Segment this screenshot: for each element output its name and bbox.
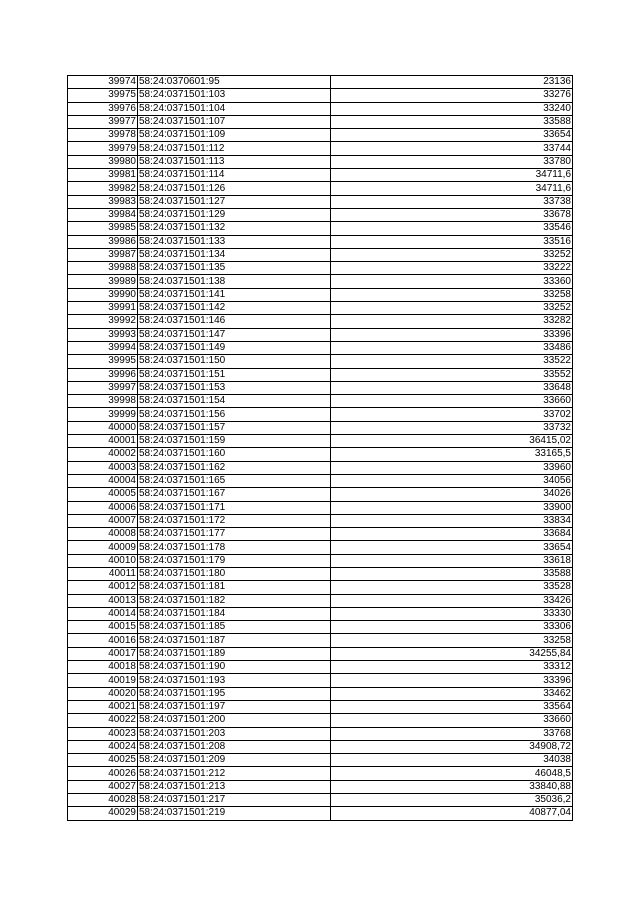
row-number-cell: 39976 [68,102,138,115]
cadastral-number-cell: 58:24:0371501:114 [138,169,331,182]
cadastral-number-cell: 58:24:0371501:213 [138,780,331,793]
row-number-cell: 39986 [68,235,138,248]
table-row [68,528,573,541]
table-row [68,182,573,195]
cadastral-number-cell: 58:24:0371501:133 [138,235,331,248]
row-number-cell: 39977 [68,115,138,128]
row-number-cell: 40012 [68,581,138,594]
table-row [68,421,573,434]
value-cell: 33654 [331,129,573,142]
row-number-cell: 39995 [68,355,138,368]
table-row [68,674,573,687]
value-cell: 33960 [331,461,573,474]
cadastral-number-cell: 58:24:0371501:150 [138,355,331,368]
table-row [68,235,573,248]
table-row [68,328,573,341]
table-row [68,541,573,554]
table-row [68,461,573,474]
row-number-cell: 39975 [68,89,138,102]
row-number-cell: 39981 [68,169,138,182]
value-cell: 33258 [331,288,573,301]
value-cell: 33276 [331,89,573,102]
table-row [68,129,573,142]
row-number-cell: 39998 [68,395,138,408]
cadastral-number-cell: 58:24:0371501:135 [138,262,331,275]
row-number-cell: 39997 [68,381,138,394]
cadastral-number-cell: 58:24:0371501:208 [138,740,331,753]
value-cell: 33654 [331,541,573,554]
value-cell: 33330 [331,607,573,620]
cadastral-number-cell: 58:24:0371501:184 [138,607,331,620]
cadastral-number-cell: 58:24:0371501:171 [138,501,331,514]
cadastral-number-cell: 58:24:0371501:185 [138,621,331,634]
value-cell: 33462 [331,687,573,700]
table-row [68,780,573,793]
cadastral-number-cell: 58:24:0371501:200 [138,714,331,727]
value-cell: 33546 [331,222,573,235]
table-row [68,700,573,713]
table-row [68,514,573,527]
value-cell: 33552 [331,368,573,381]
row-number-cell: 39999 [68,408,138,421]
cadastral-number-cell: 58:24:0371501:177 [138,528,331,541]
table-row [68,408,573,421]
value-cell: 33588 [331,115,573,128]
value-cell: 33840,88 [331,780,573,793]
cadastral-number-cell: 58:24:0371501:160 [138,448,331,461]
value-cell: 36415,02 [331,435,573,448]
value-cell: 33588 [331,567,573,580]
value-cell: 46048,5 [331,767,573,780]
row-number-cell: 39990 [68,288,138,301]
row-number-cell: 40010 [68,554,138,567]
row-number-cell: 39974 [68,76,138,89]
cadastral-number-cell: 58:24:0371501:165 [138,474,331,487]
cadastral-number-cell: 58:24:0371501:109 [138,129,331,142]
cadastral-number-cell: 58:24:0371501:193 [138,674,331,687]
row-number-cell: 40004 [68,474,138,487]
cadastral-number-cell: 58:24:0371501:156 [138,408,331,421]
table-row [68,474,573,487]
value-cell: 33426 [331,594,573,607]
row-number-cell: 40026 [68,767,138,780]
cadastral-number-cell: 58:24:0371501:147 [138,328,331,341]
value-cell: 33702 [331,408,573,421]
row-number-cell: 39996 [68,368,138,381]
value-cell: 34711,6 [331,169,573,182]
cadastral-number-cell: 58:24:0371501:189 [138,647,331,660]
row-number-cell: 40017 [68,647,138,660]
table-row [68,302,573,315]
row-number-cell: 40029 [68,807,138,820]
value-cell: 33660 [331,395,573,408]
cadastral-number-cell: 58:24:0371501:195 [138,687,331,700]
row-number-cell: 40003 [68,461,138,474]
cadastral-number-cell: 58:24:0371501:153 [138,381,331,394]
cadastral-number-cell: 58:24:0371501:134 [138,248,331,261]
cadastral-number-cell: 58:24:0371501:203 [138,727,331,740]
cadastral-number-cell: 58:24:0371501:126 [138,182,331,195]
row-number-cell: 40009 [68,541,138,554]
value-cell: 34255,84 [331,647,573,660]
row-number-cell: 40019 [68,674,138,687]
table-row [68,89,573,102]
cadastral-number-cell: 58:24:0371501:209 [138,754,331,767]
cadastral-number-cell: 58:24:0371501:103 [138,89,331,102]
table-row [68,368,573,381]
table-row [68,554,573,567]
value-cell: 33360 [331,275,573,288]
row-number-cell: 39984 [68,208,138,221]
cadastral-number-cell: 58:24:0371501:146 [138,315,331,328]
value-cell: 33834 [331,514,573,527]
table-row [68,381,573,394]
value-cell: 33252 [331,302,573,315]
value-cell: 33312 [331,661,573,674]
value-cell: 35036,2 [331,794,573,807]
table-row [68,567,573,580]
row-number-cell: 40011 [68,567,138,580]
value-cell: 33252 [331,248,573,261]
cadastral-number-cell: 58:24:0371501:162 [138,461,331,474]
cadastral-number-cell: 58:24:0371501:217 [138,794,331,807]
table-row [68,155,573,168]
value-cell: 33738 [331,195,573,208]
row-number-cell: 40021 [68,700,138,713]
cadastral-number-cell: 58:24:0371501:197 [138,700,331,713]
table-row [68,448,573,461]
row-number-cell: 40000 [68,421,138,434]
table-row [68,661,573,674]
cadastral-number-cell: 58:24:0371501:138 [138,275,331,288]
value-cell: 34908,72 [331,740,573,753]
value-cell: 34038 [331,754,573,767]
cadastral-number-cell: 58:24:0371501:104 [138,102,331,115]
table-row [68,581,573,594]
table-row [68,740,573,753]
value-cell: 23136 [331,76,573,89]
value-cell: 33258 [331,634,573,647]
table-row [68,435,573,448]
cadastral-number-cell: 58:24:0370601:95 [138,76,331,89]
row-number-cell: 39987 [68,248,138,261]
value-cell: 33516 [331,235,573,248]
row-number-cell: 39991 [68,302,138,315]
value-cell: 33165,5 [331,448,573,461]
table-row [68,288,573,301]
value-cell: 33768 [331,727,573,740]
cadastral-number-cell: 58:24:0371501:182 [138,594,331,607]
cadastral-number-cell: 58:24:0371501:157 [138,421,331,434]
value-cell: 33522 [331,355,573,368]
row-number-cell: 40002 [68,448,138,461]
cadastral-number-cell: 58:24:0371501:113 [138,155,331,168]
row-number-cell: 40006 [68,501,138,514]
cadastral-number-cell: 58:24:0371501:167 [138,488,331,501]
table-row [68,248,573,261]
row-number-cell: 40015 [68,621,138,634]
value-cell: 33618 [331,554,573,567]
row-number-cell: 39978 [68,129,138,142]
value-cell: 33744 [331,142,573,155]
row-number-cell: 39980 [68,155,138,168]
cadastral-number-cell: 58:24:0371501:181 [138,581,331,594]
cadastral-number-cell: 58:24:0371501:172 [138,514,331,527]
value-cell: 34711,6 [331,182,573,195]
row-number-cell: 40025 [68,754,138,767]
cadastral-number-cell: 58:24:0371501:219 [138,807,331,820]
value-cell: 40877,04 [331,807,573,820]
row-number-cell: 40013 [68,594,138,607]
row-number-cell: 40016 [68,634,138,647]
table-row [68,222,573,235]
table-row [68,262,573,275]
value-cell: 33660 [331,714,573,727]
table-row [68,714,573,727]
table-row [68,501,573,514]
cadastral-number-cell: 58:24:0371501:107 [138,115,331,128]
table-row [68,767,573,780]
row-number-cell: 40001 [68,435,138,448]
row-number-cell: 39983 [68,195,138,208]
table-row [68,102,573,115]
value-cell: 34056 [331,474,573,487]
value-cell: 33396 [331,328,573,341]
cadastral-number-cell: 58:24:0371501:149 [138,341,331,354]
cadastral-number-cell: 58:24:0371501:151 [138,368,331,381]
row-number-cell: 40020 [68,687,138,700]
table-body [68,76,573,821]
table-row [68,794,573,807]
cadastral-number-cell: 58:24:0371501:212 [138,767,331,780]
table-row [68,355,573,368]
cadastral-number-cell: 58:24:0371501:180 [138,567,331,580]
table-row [68,275,573,288]
row-number-cell: 40005 [68,488,138,501]
row-number-cell: 39979 [68,142,138,155]
cadastral-value-table [67,75,573,821]
row-number-cell: 39982 [68,182,138,195]
cadastral-number-cell: 58:24:0371501:179 [138,554,331,567]
cadastral-number-cell: 58:24:0371501:132 [138,222,331,235]
value-cell: 33396 [331,674,573,687]
value-cell: 33648 [331,381,573,394]
row-number-cell: 40027 [68,780,138,793]
value-cell: 33486 [331,341,573,354]
row-number-cell: 40024 [68,740,138,753]
table-row [68,621,573,634]
table-row [68,687,573,700]
table-row [68,76,573,89]
row-number-cell: 39992 [68,315,138,328]
cadastral-number-cell: 58:24:0371501:187 [138,634,331,647]
table-row [68,341,573,354]
table-row [68,208,573,221]
value-cell: 33678 [331,208,573,221]
table-row [68,195,573,208]
table-row [68,634,573,647]
row-number-cell: 39993 [68,328,138,341]
row-number-cell: 40007 [68,514,138,527]
table-row [68,488,573,501]
table-row [68,727,573,740]
row-number-cell: 40018 [68,661,138,674]
row-number-cell: 40022 [68,714,138,727]
table-row [68,115,573,128]
row-number-cell: 39994 [68,341,138,354]
value-cell: 33528 [331,581,573,594]
value-cell: 33240 [331,102,573,115]
value-cell: 33900 [331,501,573,514]
table-row [68,807,573,820]
value-cell: 33564 [331,700,573,713]
value-cell: 33222 [331,262,573,275]
row-number-cell: 39985 [68,222,138,235]
row-number-cell: 40008 [68,528,138,541]
table-row [68,395,573,408]
row-number-cell: 40014 [68,607,138,620]
row-number-cell: 40028 [68,794,138,807]
row-number-cell: 40023 [68,727,138,740]
table-row [68,647,573,660]
value-cell: 33780 [331,155,573,168]
cadastral-number-cell: 58:24:0371501:154 [138,395,331,408]
cadastral-number-cell: 58:24:0371501:190 [138,661,331,674]
table-row [68,169,573,182]
cadastral-number-cell: 58:24:0371501:178 [138,541,331,554]
value-cell: 33732 [331,421,573,434]
table-row [68,142,573,155]
value-cell: 33684 [331,528,573,541]
value-cell: 33282 [331,315,573,328]
cadastral-number-cell: 58:24:0371501:159 [138,435,331,448]
cadastral-number-cell: 58:24:0371501:142 [138,302,331,315]
table-row [68,315,573,328]
cadastral-number-cell: 58:24:0371501:129 [138,208,331,221]
cadastral-number-cell: 58:24:0371501:127 [138,195,331,208]
table-row [68,754,573,767]
cadastral-number-cell: 58:24:0371501:141 [138,288,331,301]
table-row [68,594,573,607]
value-cell: 33306 [331,621,573,634]
value-cell: 34026 [331,488,573,501]
row-number-cell: 39988 [68,262,138,275]
row-number-cell: 39989 [68,275,138,288]
table-row [68,607,573,620]
cadastral-number-cell: 58:24:0371501:112 [138,142,331,155]
